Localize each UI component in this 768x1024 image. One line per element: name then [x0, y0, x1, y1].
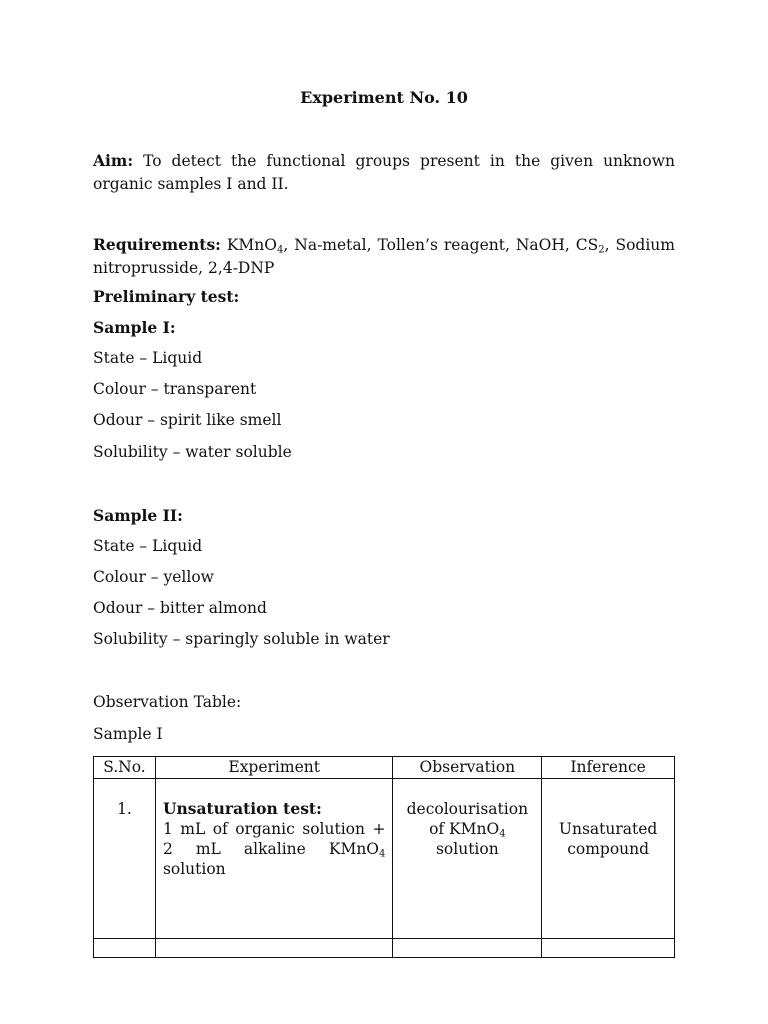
header-experiment: Experiment [155, 757, 393, 779]
sample2-state: State – Liquid [93, 537, 203, 555]
sample1-odour: Odour – spirit like smell [93, 411, 282, 429]
header-inference: Inference [542, 757, 675, 779]
requirements-kmno4: KMnO [220, 236, 277, 254]
header-observation: Observation [393, 757, 542, 779]
requirements-cs2-subscript: 2 [598, 244, 605, 256]
empty-cell [393, 939, 542, 958]
sample1-solubility: Solubility – water soluble [93, 443, 292, 461]
sample2-colour: Colour – yellow [93, 568, 214, 586]
aim-paragraph [93, 149, 675, 196]
empty-cell [155, 939, 393, 958]
observation-table-heading: Observation Table: [93, 693, 242, 711]
cell-observation [393, 779, 542, 939]
preliminary-heading: Preliminary test: [93, 287, 240, 306]
cell-inference: Unsaturated compound [542, 779, 675, 939]
observation-table [93, 756, 675, 958]
aim-label: Aim: [93, 151, 134, 170]
cell-experiment [155, 779, 393, 939]
sample1-heading: Sample I: [93, 318, 176, 337]
experiment-text: 1 mL of organic solution + 2 mL alkaline KMnO [162, 820, 386, 858]
sample2-solubility: Solubility – sparingly soluble in water [93, 630, 390, 648]
sample2-odour: Odour – bitter almond [93, 599, 267, 617]
observation-line2: of KMnO [429, 820, 500, 838]
requirements-label: Requirements: [93, 235, 221, 254]
requirements-kmno4-subscript: 4 [277, 244, 284, 256]
empty-cell [94, 939, 156, 958]
table-row [94, 779, 675, 939]
experiment-title: Unsaturation test: [162, 799, 322, 818]
page-title: Experiment No. 10 [300, 88, 468, 107]
empty-cell [542, 939, 675, 958]
aim-text: To detect the functional groups present in the given unknown organic samples I and II. [93, 152, 675, 193]
sample1-colour: Colour – transparent [93, 380, 257, 398]
observation-line3: solution [435, 840, 499, 858]
table-sample-label: Sample I [93, 725, 163, 743]
experiment-subscript: 4 [379, 848, 386, 860]
sample2-heading: Sample II: [93, 506, 183, 525]
observation-line1: decolourisation [406, 800, 529, 818]
requirements-end: , Sodium nitroprusside, 2,4-DNP [93, 236, 675, 277]
experiment-text-end: solution [162, 860, 226, 878]
table-header-row [94, 757, 675, 779]
table-row-empty [94, 939, 675, 958]
requirements-middle: , Na-metal, Tollen’s reagent, NaOH, CS [283, 236, 599, 254]
requirements-paragraph [93, 233, 675, 280]
observation-subscript: 4 [499, 828, 506, 840]
header-sno: S.No. [94, 757, 156, 779]
cell-sno: 1. [94, 779, 156, 939]
sample1-state: State – Liquid [93, 349, 203, 367]
